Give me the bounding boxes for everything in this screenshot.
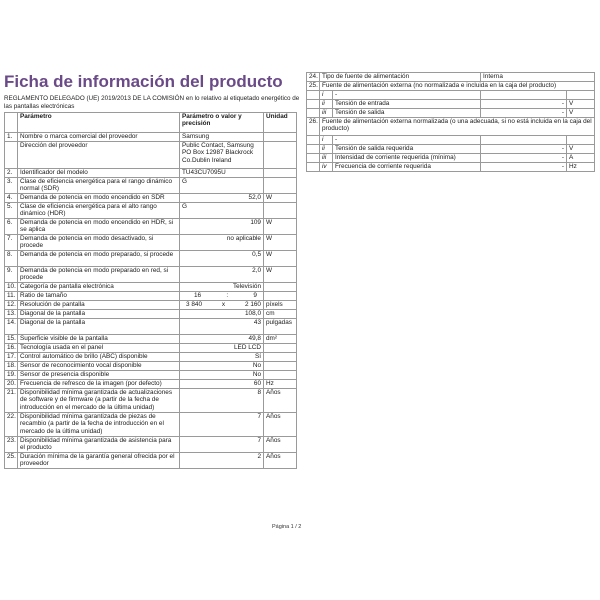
row-unit: pulgadas: [264, 319, 297, 335]
roman-numeral: iv: [320, 163, 333, 172]
row-number: 15.: [5, 335, 18, 344]
table-subrow: [307, 109, 595, 118]
table-row: [5, 319, 297, 335]
row-number-blank: [307, 91, 320, 100]
row-unit: [264, 292, 297, 301]
table-row: [5, 310, 297, 319]
row-value: Sí: [180, 353, 264, 362]
row-value: no aplicable: [180, 235, 264, 251]
row-unit: cm: [264, 310, 297, 319]
subrow-unit: A: [567, 154, 595, 163]
row-value: 7: [180, 437, 264, 453]
row-number: 17.: [5, 353, 18, 362]
row-number: 20.: [5, 380, 18, 389]
page-footer: Página 1 / 2: [272, 524, 302, 530]
row-value: 2,0: [180, 267, 264, 283]
table-row: [5, 283, 297, 292]
row-number: 6.: [5, 219, 18, 235]
table-row: [5, 292, 297, 301]
row-label: Tipo de fuente de alimentación: [320, 73, 481, 82]
row-value: 109: [180, 219, 264, 235]
row-parameter: Superficie visible de la pantalla: [18, 335, 180, 344]
row-unit: Años: [264, 413, 297, 437]
row-number: 8.: [5, 251, 18, 267]
subrow-unit: [567, 136, 595, 145]
table-row: [5, 389, 297, 413]
table-row: [5, 267, 297, 283]
row-parameter: Demanda de potencia en modo encendido en HDR, si se aplica: [18, 219, 180, 235]
row-number: 19.: [5, 371, 18, 380]
table-row: [307, 118, 595, 136]
row-value: Public Contact, Samsung PO Box 12987 Blackrock Co.Dublin Ireland: [180, 142, 264, 169]
row-number: 25.: [5, 453, 18, 469]
subrow-label: -: [333, 136, 481, 145]
row-unit: W: [264, 267, 297, 283]
table-subrow: [307, 136, 595, 145]
table-row: [5, 251, 297, 267]
table-row: [5, 335, 297, 344]
row-unit: Años: [264, 389, 297, 413]
subrow-unit: Hz: [567, 163, 595, 172]
row-unit: W: [264, 235, 297, 251]
row-number-blank: [307, 154, 320, 163]
row-number: 2.: [5, 169, 18, 178]
table-row: [5, 362, 297, 371]
row-value: No: [180, 362, 264, 371]
row-value: 8: [180, 389, 264, 413]
regulation-suffix: en lo relativo al etiquetado energético de las pantallas electrónicas: [4, 95, 300, 110]
table-row: [5, 371, 297, 380]
row-parameter: Clase de eficiencia energética para el rango dinámico normal (SDR): [18, 178, 180, 194]
table-row: [5, 235, 297, 251]
row-number: 4.: [5, 194, 18, 203]
subrow-value: -: [481, 145, 567, 154]
row-parameter: Demanda de potencia en modo desactivado, si procede: [18, 235, 180, 251]
subrow-label: Frecuencia de corriente requerida: [333, 163, 481, 172]
row-unit: Años: [264, 453, 297, 469]
col-header-value: Parámetro o valor y precisión: [180, 113, 264, 133]
row-value: Interna: [481, 73, 595, 82]
table-row: [5, 437, 297, 453]
resolution-height: 2 160: [244, 301, 261, 308]
row-parameter: Clase de eficiencia energética para el alto rango dinámico (HDR): [18, 203, 180, 219]
row-value: 7: [180, 413, 264, 437]
table-row: [5, 203, 297, 219]
row-unit: [264, 344, 297, 353]
resolution-x: x: [221, 301, 226, 308]
row-number: 7.: [5, 235, 18, 251]
row-unit: [264, 371, 297, 380]
row-number-blank: [307, 109, 320, 118]
table-subrow: [307, 163, 595, 172]
row-value: Televisión: [180, 283, 264, 292]
row-number: 11.: [5, 292, 18, 301]
roman-numeral: i: [320, 91, 333, 100]
row-unit: W: [264, 251, 297, 267]
row-value: 0,5: [180, 251, 264, 267]
subrow-value: -: [481, 109, 567, 118]
subrow-value: -: [481, 154, 567, 163]
row-parameter: Duración mínima de la garantía general ofrecida por el proveedor: [18, 453, 180, 469]
row-unit: [264, 362, 297, 371]
row-parameter: Diagonal de la pantalla: [18, 319, 180, 335]
table-subrow: [307, 91, 595, 100]
row-unit: [264, 178, 297, 194]
table-row: [5, 301, 297, 310]
regulation-reference: [4, 95, 300, 111]
subrow-label: Tensión de entrada: [333, 100, 481, 109]
row-unit: [264, 142, 297, 169]
table-row: [307, 73, 595, 82]
row-parameter: Disponibilidad mínima garantizada de piezas de recambio (a partir de la fecha de introducción en el mercado de la última unidad): [18, 413, 180, 437]
row-value: 43: [180, 319, 264, 335]
table-row: [5, 344, 297, 353]
left-spec-table: [4, 112, 297, 469]
table-subrow: [307, 145, 595, 154]
row-value: G: [180, 178, 264, 194]
subrow-value: [481, 91, 567, 100]
table-row: [5, 353, 297, 362]
subrow-unit: V: [567, 100, 595, 109]
table-row: [5, 133, 297, 142]
row-number-blank: [307, 100, 320, 109]
row-parameter: Tecnología usada en el panel: [18, 344, 180, 353]
table-subrow: [307, 100, 595, 109]
row-parameter: Nombre o marca comercial del proveedor: [18, 133, 180, 142]
row-parameter: Resolución de pantalla: [18, 301, 180, 310]
row-unit: Hz: [264, 380, 297, 389]
roman-numeral: ii: [320, 100, 333, 109]
row-number: 16.: [5, 344, 18, 353]
row-value: 60: [180, 380, 264, 389]
row-value: TU43CU7095U: [180, 169, 264, 178]
roman-numeral: ii: [320, 145, 333, 154]
row-parameter: Diagonal de la pantalla: [18, 310, 180, 319]
row-unit: píxels: [264, 301, 297, 310]
table-row: [5, 219, 297, 235]
row-value: 52,0: [180, 194, 264, 203]
row-parameter: Identificador del modelo: [18, 169, 180, 178]
row-number: 25.: [307, 82, 320, 91]
row-value: LED LCD: [180, 344, 264, 353]
row-unit: [264, 353, 297, 362]
row-number-blank: [307, 163, 320, 172]
row-parameter: Frecuencia de refresco de la imagen (por defecto): [18, 380, 180, 389]
row-parameter: Demanda de potencia en modo preparado, si procede: [18, 251, 180, 267]
subrow-label: Tensión de salida: [333, 109, 481, 118]
table-row: [5, 142, 297, 169]
row-number: 21.: [5, 389, 18, 413]
subrow-value: [481, 136, 567, 145]
table-subrow: [307, 154, 595, 163]
table-row: [307, 82, 595, 91]
row-parameter: Dirección del proveedor: [18, 142, 180, 169]
row-value: Samsung: [180, 133, 264, 142]
row-number: 13.: [5, 310, 18, 319]
row-unit: [264, 203, 297, 219]
row-unit: Años: [264, 437, 297, 453]
col-header-unit: Unidad: [264, 113, 297, 133]
row-value: [180, 301, 264, 310]
row-label: Fuente de alimentación externa normalizada (o una adecuada, si no está incluida en la caja del producto): [320, 118, 595, 136]
roman-numeral: iii: [320, 109, 333, 118]
row-value: [180, 292, 264, 301]
subrow-unit: V: [567, 145, 595, 154]
row-unit: W: [264, 194, 297, 203]
table-row: [5, 178, 297, 194]
row-number-blank: [307, 145, 320, 154]
row-number: [5, 142, 18, 169]
roman-numeral: i: [320, 136, 333, 145]
row-number: 24.: [307, 73, 320, 82]
table-row: [5, 380, 297, 389]
table-row: [5, 169, 297, 178]
row-unit: [264, 283, 297, 292]
subrow-unit: V: [567, 109, 595, 118]
row-unit: dm²: [264, 335, 297, 344]
row-parameter: Ratio de tamaño: [18, 292, 180, 301]
table-row: [5, 413, 297, 437]
table-header-row: [5, 113, 297, 133]
row-number: 12.: [5, 301, 18, 310]
row-value: 108,0: [180, 310, 264, 319]
ratio-width: 16: [194, 292, 202, 299]
row-parameter: Control automático de brillo (ABC) disponible: [18, 353, 180, 362]
row-number: 26.: [307, 118, 320, 136]
subrow-unit: [567, 91, 595, 100]
row-parameter: Sensor de reconocimiento vocal disponible: [18, 362, 180, 371]
subrow-label: Tensión de salida requerida: [333, 145, 481, 154]
row-unit: [264, 169, 297, 178]
subrow-label: Intensidad de corriente requerida (mínima): [333, 154, 481, 163]
row-number-blank: [307, 136, 320, 145]
row-number: 18.: [5, 362, 18, 371]
row-parameter: Disponibilidad mínima garantizada de asistencia para el producto: [18, 437, 180, 453]
row-parameter: Demanda de potencia en modo preparado en red, si procede: [18, 267, 180, 283]
row-parameter: Demanda de potencia en modo encendido en SDR: [18, 194, 180, 203]
row-value: 2: [180, 453, 264, 469]
row-number: 14.: [5, 319, 18, 335]
row-parameter: Categoría de pantalla electrónica: [18, 283, 180, 292]
row-number: 9.: [5, 267, 18, 283]
row-number: 1.: [5, 133, 18, 142]
regulation-prefix: REGLAMENTO DELEGADO (UE) 2019/2013 DE LA COMISIÓN: [4, 95, 185, 102]
row-value: 49,8: [180, 335, 264, 344]
ratio-separator: :: [226, 292, 229, 299]
document-title: Ficha de información del producto: [4, 72, 283, 91]
resolution-width: 3 840: [186, 301, 202, 308]
row-number: 3.: [5, 178, 18, 194]
row-unit: [264, 133, 297, 142]
table-row: [5, 194, 297, 203]
ratio-height: 9: [253, 292, 257, 299]
row-number: 22.: [5, 413, 18, 437]
subrow-value: -: [481, 100, 567, 109]
row-number: 10.: [5, 283, 18, 292]
subrow-value: -: [481, 163, 567, 172]
row-value: No: [180, 371, 264, 380]
row-parameter: Sensor de presencia disponible: [18, 371, 180, 380]
subrow-label: -: [333, 91, 481, 100]
row-value: G: [180, 203, 264, 219]
row-unit: W: [264, 219, 297, 235]
roman-numeral: iii: [320, 154, 333, 163]
row-number: 23.: [5, 437, 18, 453]
right-spec-table: [306, 72, 595, 172]
table-row: [5, 453, 297, 469]
row-parameter: Disponibilidad mínima garantizada de actualizaciones de software y de firmware (a partir de la fecha de introducción en el mercado de la última unidad): [18, 389, 180, 413]
row-number: 5.: [5, 203, 18, 219]
col-header-param: Parámetro: [18, 113, 180, 133]
row-label: Fuente de alimentación externa (no normalizada e incluida en la caja del producto): [320, 82, 595, 91]
